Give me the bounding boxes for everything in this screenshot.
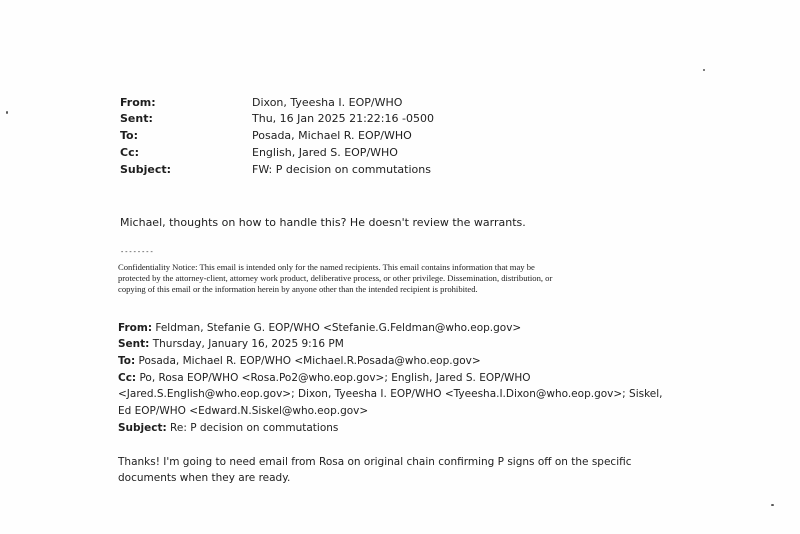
- header-from-label: From:: [120, 96, 156, 109]
- confidentiality-line: protected by the attorney-client, attorney work product, deliberative process, or other privilege. Dissemination, distribution, or: [118, 273, 553, 283]
- header-cc-value: English, Jared S. EOP/WHO: [252, 146, 398, 159]
- header-from-value: Dixon, Tyeesha I. EOP/WHO: [252, 96, 403, 109]
- forwarded-sent-value: Thursday, January 16, 2025 9:16 PM: [149, 338, 344, 350]
- forwarded-body-line: Thanks! I'm going to need email from Rosa on original chain confirming P signs off on the specific: [118, 456, 632, 468]
- scan-speck: [771, 504, 774, 506]
- forwarded-sent-label: Sent:: [118, 338, 150, 350]
- header-to-value: Posada, Michael R. EOP/WHO: [252, 129, 412, 142]
- scan-speck: [703, 69, 705, 71]
- forwarded-cc-continuation: Ed EOP/WHO <Edward.N.Siskel@who.eop.gov>: [118, 405, 369, 417]
- confidentiality-notice: [118, 262, 688, 295]
- forwarded-cc-continuation: <Jared.S.English@who.eop.gov>; Dixon, Tyeesha I. EOP/WHO <Tyeesha.I.Dixon@who.eop.gov>; Siskel,: [118, 388, 663, 400]
- confidentiality-line: copying of this email or the information herein by anyone other than the intended recipient is prohibited.: [118, 284, 478, 294]
- forwarded-sent-line: [118, 337, 344, 352]
- forwarded-body-line: documents when they are ready.: [118, 472, 291, 484]
- confidentiality-line: Confidentiality Notice: This email is intended only for the named recipients. This email contains information that may be: [118, 262, 535, 272]
- forwarded-cc-line: [118, 371, 531, 386]
- signature-separator: --------: [120, 248, 154, 256]
- header-to-label: To:: [120, 129, 138, 142]
- header-sent-label: Sent:: [120, 112, 153, 125]
- scan-speck: [6, 111, 8, 114]
- forwarded-to-line: [118, 354, 481, 369]
- forwarded-subject-value: Re: P decision on commutations: [166, 422, 339, 434]
- forwarded-from-line: [118, 321, 521, 336]
- message-body: Michael, thoughts on how to handle this? He doesn't review the warrants.: [120, 216, 526, 229]
- forwarded-from-value: Feldman, Stefanie G. EOP/WHO <Stefanie.G.Feldman@who.eop.gov>: [152, 322, 522, 334]
- forwarded-subject-label: Subject:: [118, 422, 167, 434]
- header-sent-value: Thu, 16 Jan 2025 21:22:16 -0500: [252, 112, 434, 125]
- header-subject-value: FW: P decision on commutations: [252, 163, 431, 176]
- forwarded-subject-line: [118, 421, 338, 436]
- forwarded-to-value: Posada, Michael R. EOP/WHO <Michael.R.Posada@who.eop.gov>: [135, 355, 481, 367]
- forwarded-to-label: To:: [118, 355, 136, 367]
- forwarded-from-label: From:: [118, 322, 153, 334]
- forwarded-cc-label: Cc:: [118, 372, 137, 384]
- forwarded-cc-value: Po, Rosa EOP/WHO <Rosa.Po2@who.eop.gov>; English, Jared S. EOP/WHO: [136, 372, 531, 384]
- header-subject-label: Subject:: [120, 163, 172, 176]
- header-cc-label: Cc:: [120, 146, 139, 159]
